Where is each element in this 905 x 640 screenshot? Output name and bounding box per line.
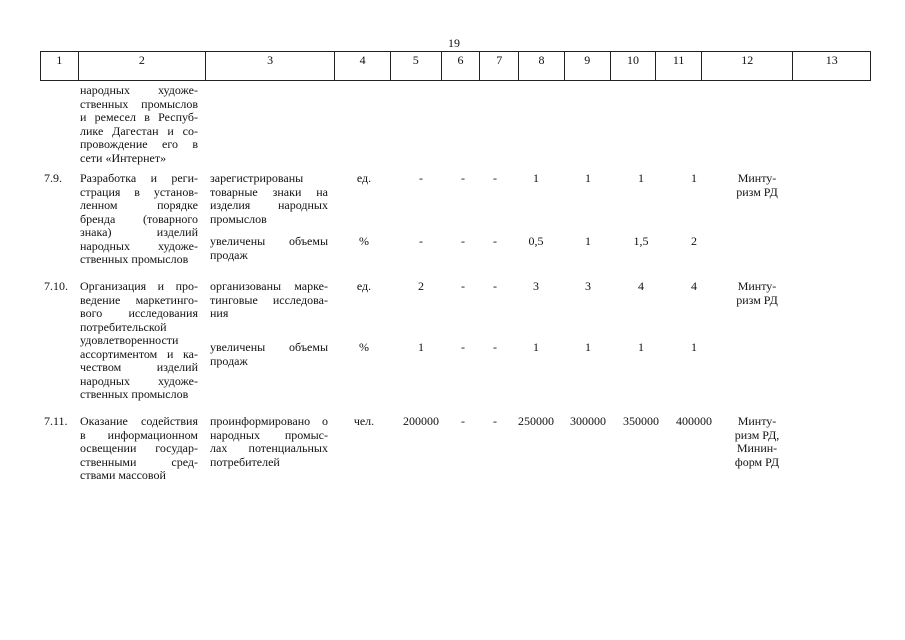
row-number: 7.11. xyxy=(44,414,68,428)
item-name: ственных промыслов xyxy=(80,252,189,266)
column-header-7: 7 xyxy=(480,52,519,80)
unit: ед. xyxy=(356,279,372,293)
indicator-text: продаж xyxy=(210,247,248,262)
responsible-executor: Минту- xyxy=(737,171,777,185)
value-c11: 400000 xyxy=(676,414,712,428)
item-name: ведение маркетинго- xyxy=(80,292,198,307)
item-name: вого исследования xyxy=(80,306,198,320)
continued-item-name: сети «Интернет» xyxy=(80,150,167,165)
item-name: страция в установ- xyxy=(80,184,198,199)
page-number: 19 xyxy=(448,36,460,50)
column-header-10: 10 xyxy=(611,52,657,80)
responsible-executor: Минту- xyxy=(737,279,777,293)
value-c9: 3 xyxy=(585,279,591,293)
value-c6: - xyxy=(461,234,465,248)
value-c8: 0,5 xyxy=(528,234,544,248)
value-c11: 1 xyxy=(691,171,697,185)
row-number: 7.9. xyxy=(44,171,62,185)
value-c9: 300000 xyxy=(570,414,606,428)
column-header-3: 3 xyxy=(206,52,335,80)
indicator-text: проинформировано о xyxy=(210,414,328,428)
item-name: в информационном xyxy=(80,427,198,442)
responsible-executor: ризм РД xyxy=(736,184,778,199)
item-name: потребительской xyxy=(80,319,167,334)
indicator-text: товарные знаки на xyxy=(210,184,328,199)
item-name: Разработка и реги- xyxy=(80,171,198,185)
item-name: народных художе- xyxy=(80,373,198,388)
column-header-9: 9 xyxy=(565,52,611,80)
item-name: освещении государ- xyxy=(80,441,198,455)
row-number: 7.10. xyxy=(44,279,68,293)
value-c5: 200000 xyxy=(403,414,439,428)
continued-item-name: провождение его в xyxy=(80,137,198,151)
item-name: Организация и про- xyxy=(80,279,198,293)
column-header-2: 2 xyxy=(79,52,206,80)
responsible-executor: ризм РД, xyxy=(734,427,780,442)
indicator-text: продаж xyxy=(210,353,248,368)
table-header xyxy=(40,51,871,81)
value-c5: 1 xyxy=(418,340,424,354)
value-c10: 350000 xyxy=(623,414,659,428)
item-name: ленном порядке xyxy=(80,198,198,212)
responsible-executor: Минин- xyxy=(736,441,778,455)
value-c11: 2 xyxy=(691,234,697,248)
column-header-6: 6 xyxy=(442,52,481,80)
indicator-text: организованы марке- xyxy=(210,279,328,293)
indicator-text: народных промыс- xyxy=(210,427,328,442)
item-name: народных художе- xyxy=(80,238,198,253)
column-header-4: 4 xyxy=(335,52,391,80)
value-c10: 4 xyxy=(638,279,644,293)
value-c8: 1 xyxy=(533,171,539,185)
value-c7: - xyxy=(493,340,497,354)
item-name: Оказание содействия xyxy=(80,414,198,428)
indicator-text: лах потенциальных xyxy=(210,441,328,455)
value-c7: - xyxy=(493,414,497,428)
indicator-text: зарегистрированы xyxy=(210,171,304,185)
value-c5: - xyxy=(419,171,423,185)
value-c10: 1,5 xyxy=(633,234,649,248)
value-c6: - xyxy=(461,414,465,428)
column-header-12: 12 xyxy=(702,52,793,80)
value-c8: 1 xyxy=(533,340,539,354)
responsible-executor: Минту- xyxy=(737,414,777,428)
item-name: чеством изделий xyxy=(80,360,198,374)
responsible-executor: ризм РД xyxy=(736,292,778,307)
value-c6: - xyxy=(461,340,465,354)
value-c6: - xyxy=(461,279,465,293)
value-c6: - xyxy=(461,171,465,185)
indicator-text: изделия народных xyxy=(210,198,328,212)
item-name: ствами массовой xyxy=(80,468,166,482)
value-c5: 2 xyxy=(418,279,424,293)
value-c8: 250000 xyxy=(518,414,554,428)
value-c10: 1 xyxy=(638,171,644,185)
value-c9: 1 xyxy=(585,171,591,185)
unit: % xyxy=(359,340,369,354)
unit: ед. xyxy=(356,171,372,185)
indicator-text: ния xyxy=(210,306,229,320)
item-name: ственными сред- xyxy=(80,454,198,469)
continued-item-name: народных художе- xyxy=(80,83,198,97)
item-name: знака) изделий xyxy=(80,225,198,239)
indicator-text: увеличены объемы xyxy=(210,340,328,354)
column-header-11: 11 xyxy=(656,52,702,80)
value-c11: 1 xyxy=(691,340,697,354)
responsible-executor: форм РД xyxy=(734,454,780,469)
column-header-13: 13 xyxy=(793,52,871,80)
indicator-text: увеличены объемы xyxy=(210,234,328,248)
column-header-1: 1 xyxy=(41,52,79,80)
value-c5: - xyxy=(419,234,423,248)
continued-item-name: и ремесел в Респуб- xyxy=(80,110,198,124)
value-c11: 4 xyxy=(691,279,697,293)
column-header-8: 8 xyxy=(519,52,565,80)
value-c10: 1 xyxy=(638,340,644,354)
value-c7: - xyxy=(493,279,497,293)
unit: чел. xyxy=(353,414,375,428)
value-c7: - xyxy=(493,234,497,248)
item-name: ственных промыслов xyxy=(80,387,189,401)
value-c7: - xyxy=(493,171,497,185)
indicator-text: тинговые исследова- xyxy=(210,292,328,307)
indicator-text: промыслов xyxy=(210,211,267,226)
item-name: ассортиментом и ка- xyxy=(80,346,198,361)
item-name: удовлетворенности xyxy=(80,333,179,347)
indicator-text: потребителей xyxy=(210,454,280,469)
value-c8: 3 xyxy=(533,279,539,293)
item-name: бренда (товарного xyxy=(80,211,198,226)
column-header-5: 5 xyxy=(391,52,442,80)
continued-item-name: лике Дагестан и со- xyxy=(80,123,198,138)
continued-item-name: ственных промыслов xyxy=(80,96,198,111)
value-c9: 1 xyxy=(585,234,591,248)
value-c9: 1 xyxy=(585,340,591,354)
unit: % xyxy=(359,234,369,248)
